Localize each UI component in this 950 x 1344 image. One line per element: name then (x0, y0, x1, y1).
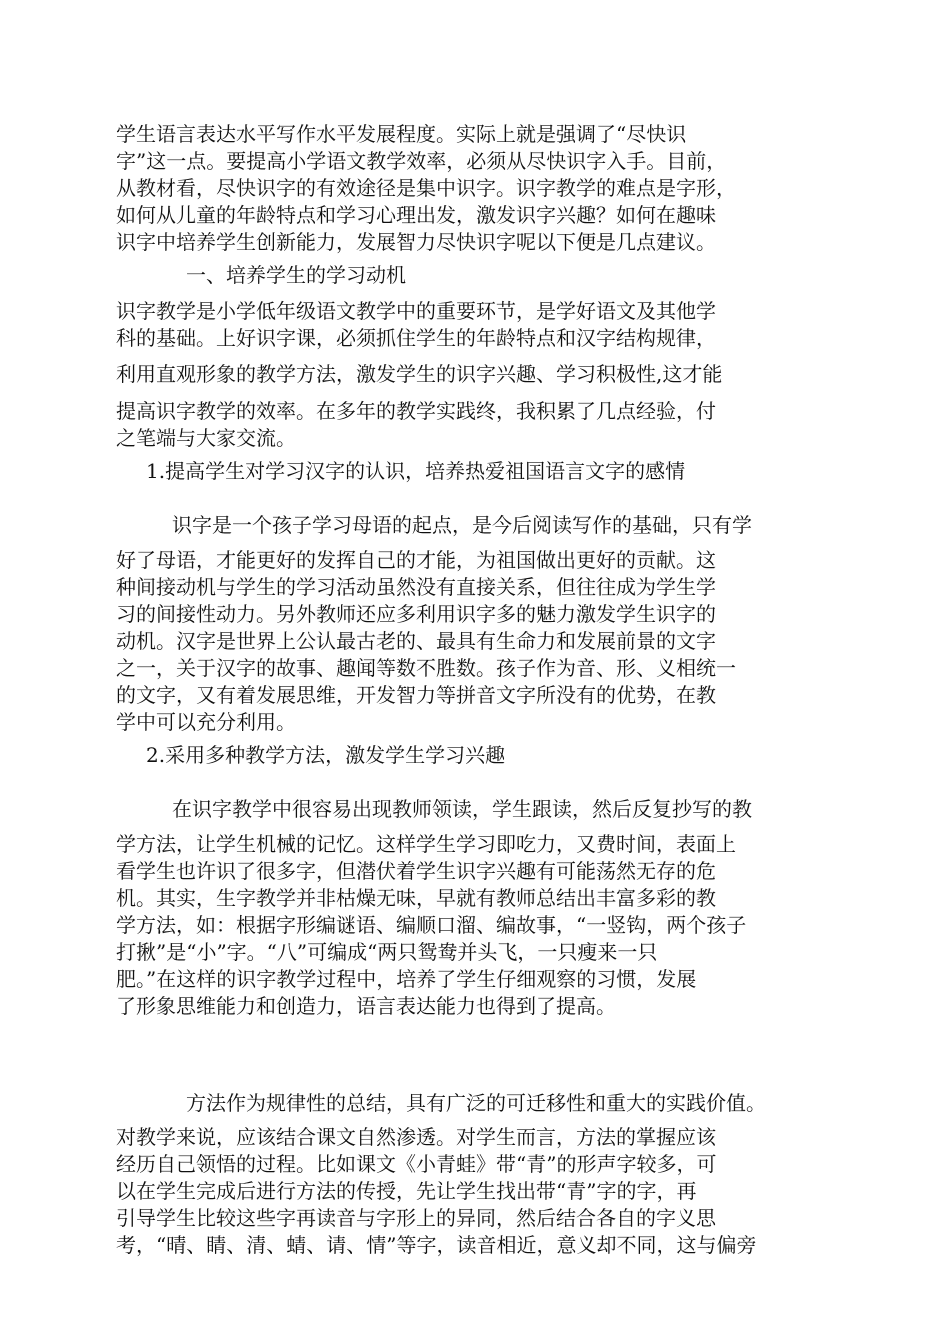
text-line: 以在学生完成后进行方法的传授，先让学生找出带“青”字的字，再 (116, 1179, 697, 1203)
text-line: 之一，关于汉字的故事、趣闻等数不胜数。孩子作为音、形、义相统一 (116, 656, 736, 680)
text-line: 打揪”是“小”字。“八”可编成“两只鸳鸯并头飞，一只瘦来一只 (116, 940, 658, 964)
subsection-heading: 2.采用多种教学方法，激发学生学习兴趣 (146, 743, 506, 767)
text-line: 识字中培养学生创新能力，发展智力尽快识字呢以下便是几点建议。 (116, 230, 716, 254)
text-line: 学方法，如：根据字形编谜语、编顺口溜、编故事，“一竖钩，两个孩子 (116, 913, 747, 937)
text-line: 利用直观形象的教学方法，激发学生的识字兴趣、学习积极性,这才能 (116, 362, 723, 386)
text-line: 动机。汉字是世界上公认最古老的、最具有生命力和发展前景的文字 (116, 629, 716, 653)
text-line: 识字教学是小学低年级语文教学中的重要环节，是学好语文及其他学 (116, 299, 716, 323)
text-line: 学中可以充分利用。 (116, 710, 296, 734)
text-line: 学方法，让学生机械的记忆。这样学生学习即吃力，又费时间，表面上 (116, 832, 736, 856)
text-line: 如何从儿童的年龄特点和学习心理出发，激发识字兴趣？如何在趣味 (116, 203, 716, 227)
text-line: 肥。”在这样的识字教学过程中，培养了学生仔细观察的习惯，发展 (116, 967, 697, 991)
text-line: 科的基础。上好识字课，必须抓住学生的年龄特点和汉字结构规律， (116, 326, 716, 350)
text-line: 学生语言表达水平写作水平发展程度。实际上就是强调了“尽快识 (116, 122, 687, 146)
section-heading: 一、培养学生的学习动机 (186, 263, 406, 287)
text-line: 对教学来说，应该结合课文自然渗透。对学生而言，方法的掌握应该 (116, 1125, 716, 1149)
text-line: 好了母语，才能更好的发挥自己的才能，为祖国做出更好的贡献。这 (116, 548, 716, 572)
text-line: 的文字，又有着发展思维，开发智力等拼音文字所没有的优势，在教 (116, 683, 716, 707)
text-line: 种间接动机与学生的学习活动虽然没有直接关系，但往往成为学生学 (116, 575, 716, 599)
text-line: 考，“晴、睛、清、蜻、请、情”等字，读音相近，意义却不同，这与偏旁 (116, 1233, 757, 1257)
text-line: 习的间接性动力。另外教师还应多利用识字多的魅力激发学生识字的 (116, 602, 716, 626)
text-line: 之笔端与大家交流。 (116, 426, 296, 450)
text-line: 提高识字教学的效率。在多年的教学实践终，我积累了几点经验，付 (116, 399, 716, 423)
text-line: 识字是一个孩子学习母语的起点，是今后阅读写作的基础，只有学 (172, 513, 752, 537)
text-line: 在识字教学中很容易出现教师领读，学生跟读，然后反复抄写的教 (172, 797, 752, 821)
text-line: 机。其实，生字教学并非枯燥无味，早就有教师总结出丰富多彩的教 (116, 886, 716, 910)
subsection-heading: 1.提高学生对学习汉字的认识，培养热爱祖国语言文字的感情 (146, 459, 686, 483)
text-line: 经历自己领悟的过程。比如课文《小青蛙》带“青”的形声字较多，可 (116, 1152, 717, 1176)
text-line: 从教材看，尽快识字的有效途径是集中识字。识字教学的难点是字形， (116, 176, 736, 200)
text-line: 字”这一点。要提高小学语文教学效率，必须从尽快识字入手。目前， (116, 149, 727, 173)
text-line: 了形象思维能力和创造力，语言表达能力也得到了提高。 (116, 994, 616, 1018)
text-line: 看学生也许识了很多字，但潜伏着学生识字兴趣有可能荡然无存的危 (116, 859, 716, 883)
text-line: 方法作为规律性的总结，具有广泛的可迁移性和重大的实践价值。 (186, 1091, 766, 1115)
text-line: 引导学生比较这些字再读音与字形上的异同，然后结合各自的字义思 (116, 1206, 716, 1230)
